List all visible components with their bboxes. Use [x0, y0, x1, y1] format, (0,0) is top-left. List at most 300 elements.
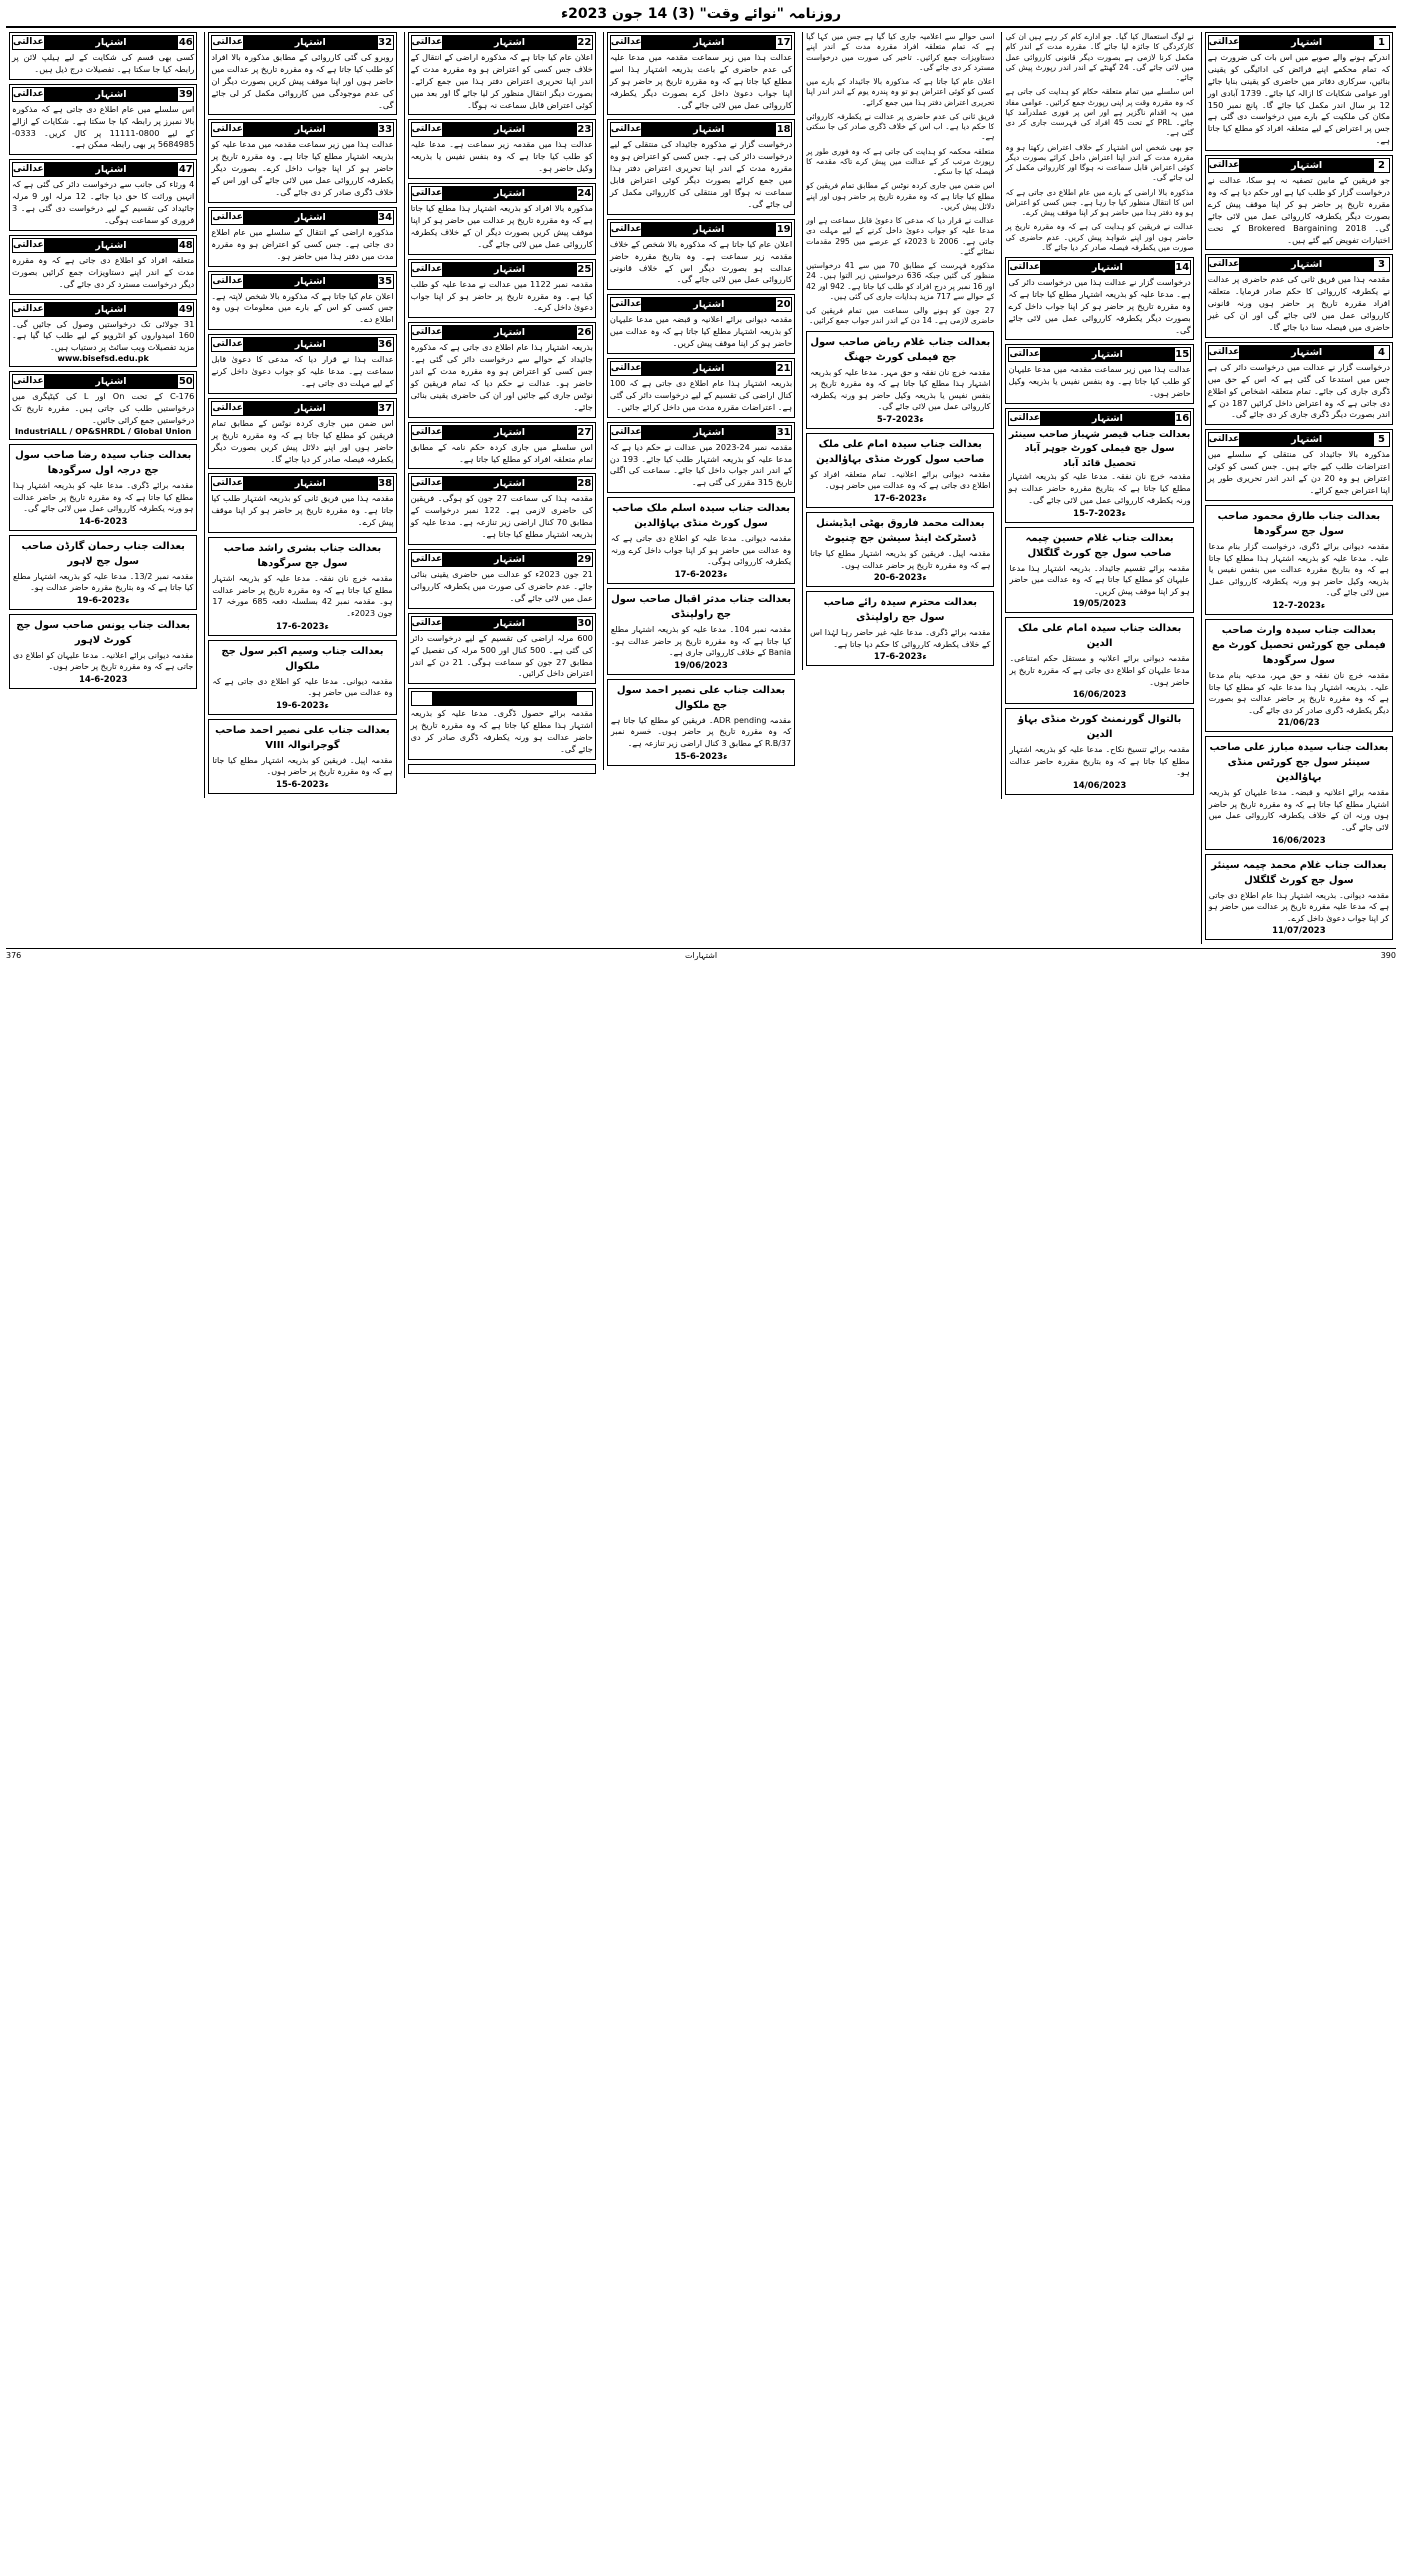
notice-bar [610, 122, 792, 137]
notice-body: مذکورہ بالا افراد کو بذریعہ اشتہار ہذا مطلع کیا جاتا ہے کہ وہ مقررہ تاریخ پر عدالت میں حاضر ہو کر اپنا موقف پیش کریں بصورت دیگر ان کے خلاف یکطرفہ کارروائی عمل میں لائی جائے گی۔ [410, 203, 593, 249]
court-heading: بعدالت جناب غلام محمد چیمہ سینئر سول جج کورٹ گلگلال [1211, 859, 1387, 886]
notice-block [208, 271, 396, 331]
notice-body: مذکورہ فہرست کے مطابق 70 میں سے 41 درخواستیں منظور کی گئیں جبکہ 636 درخواستیں زیر التوا ہیں۔ 24 اور 16 نمبر پر درج افراد کو طلب کیا جاتا ہے۔ 942 اور 42 کے حوالے سے 717 مزید ہدایات جاری کی گئی ہیں۔ [806, 261, 995, 301]
notice-bar [12, 162, 194, 177]
notice-tag: عدالتی [411, 325, 444, 340]
notice-title: اشتہار [693, 299, 725, 311]
column-5 [404, 32, 599, 778]
notice-bar [12, 374, 194, 389]
court-heading: بعدالت جناب رحمان گارڈن صاحب سول جج لاہور [21, 540, 185, 567]
notice-bar [610, 297, 792, 312]
court-body: مقدمہ دیوانی۔ بذریعہ اشتہار ہذا عام اطلاع دی جاتی ہے کہ مدعا علیہ مقررہ تاریخ پر عدالت میں حاضر ہو کر اپنا جواب دعویٰ داخل کرے۔ [1208, 890, 1389, 923]
notice-block [9, 371, 197, 440]
notice-bar [1208, 257, 1390, 272]
notice-block [1005, 143, 1193, 184]
notice-body: فریق ثانی کی عدم حاضری پر عدالت نے یکطرفہ کارروائی کا حکم دیا ہے۔ اب اس کے خلاف ڈگری صادر کی جا سکتی ہے۔ [806, 111, 995, 142]
notice-tag: عدالتی [1208, 35, 1241, 50]
court-heading: بعدالت محترم سیدہ رائے صاحب سول جج راولپنڈی [823, 597, 978, 624]
notice-title: اشتہار [1291, 37, 1323, 48]
notice-tag: عدالتی [211, 35, 244, 50]
court-heading: بعدالت جناب قیصر شہباز صاحب سینئر سول جج فیملی کورٹ جوہر آباد تحصیل قائد آباد [1008, 429, 1191, 469]
notice-body: مقدمہ نمبر 24-2023 میں عدالت نے حکم دیا ہے کہ مدعا علیہ کو بذریعہ اشتہار طلب کیا جائے۔ 193 دن کے اندر اندر جواب داخل کیا جائے۔ سماعت کی اگلی تاریخ 315 مقرر کی گئی ہے۔ [609, 441, 793, 488]
notice-title: اشتہار [95, 37, 127, 48]
court-notice [208, 537, 396, 635]
court-heading: بعدالت محمد فاروق بھٹی ایڈیشنل ڈسٹرکٹ اینڈ سیشن جج چنیوٹ [816, 518, 985, 545]
court-notice [1005, 708, 1193, 795]
notice-title: اشتہار [1091, 413, 1123, 425]
notice-tag: عدالتی [411, 35, 444, 50]
notice-block [1005, 188, 1193, 219]
court-date: 16/06/2023 [1272, 835, 1326, 846]
notice-tag: عدالتی [411, 122, 444, 137]
notice-number: 36 [378, 339, 393, 351]
notice-tag: عدالتی [610, 361, 643, 376]
notice-bar [211, 210, 393, 225]
notice-body: جو بھی شخص اس اشتہار کے خلاف اعتراض رکھتا ہو وہ مقررہ مدت کے اندر اپنا اعتراض داخل کرائے بصورت دیگر کوئی اعتراض قابل سماعت نہ ہوگا اور کارروائی مکمل کر لی جائے گی۔ [1005, 142, 1194, 183]
notice-body: عدالت ہذا میں مقدمہ زیر سماعت ہے۔ مدعا علیہ کو طلب کیا جاتا ہے کہ وہ بنفس نفیس یا بذریعہ وکیل حاضر ہو۔ [410, 139, 593, 174]
notice-bar [1008, 347, 1190, 362]
notice-title [433, 691, 576, 706]
court-notice [607, 497, 795, 584]
notice-tag: عدالتی [211, 210, 244, 225]
notice-title: اشتہار [95, 303, 127, 315]
notice-tag [411, 691, 433, 706]
notice-title: اشتہار [1091, 262, 1123, 273]
court-heading: بعدالت جناب سیدہ امام علی ملک صاحب سول کورٹ منڈی بہاؤالدین [816, 438, 985, 465]
notice-bar [411, 35, 593, 50]
court-date: 17-6-2023ء [873, 652, 927, 663]
notice-body: مقدمہ خرچ نان نفقہ۔ مدعا علیہ کو بذریعہ اشتہار مطلع کیا جاتا ہے کہ بتاریخ مقررہ حاضر عدالت ہو ورنہ یکطرفہ کارروائی عمل میں لائی جائے گی۔ [1008, 470, 1191, 505]
court-date: 20-6-2023ء [873, 573, 927, 584]
notice-block [806, 32, 994, 73]
notice-number: 21 [776, 363, 791, 375]
notice-title: اشتہار [95, 164, 127, 176]
notice-tag: عدالتی [610, 222, 643, 237]
court-body: مقدمہ برائے ڈگری۔ مدعا علیہ غیر حاضر رہا لہٰذا اس کے خلاف یکطرفہ کارروائی کا حکم دیا جاتا ہے۔ [810, 628, 991, 649]
notice-number: 49 [178, 303, 193, 315]
notice-number: 46 [178, 37, 193, 48]
notice-block [1205, 155, 1393, 250]
notice-block [408, 119, 596, 179]
notice-bar [1208, 35, 1390, 50]
notice-tag: عدالتی [12, 302, 45, 317]
court-notice [208, 640, 396, 715]
notice-number: 16 [1175, 413, 1190, 425]
notice-title: اشتہار [1291, 160, 1323, 172]
notice-block [208, 334, 396, 394]
notice-body: مذکورہ بالا اراضی کے بارے میں عام اطلاع دی جاتی ہے کہ اس کا انتقال منظور کیا جا رہا ہے۔ جس کسی کو اعتراض ہو وہ دفتر ہذا میں حاضر ہو کر اپنا موقف پیش کرے۔ [1005, 187, 1194, 217]
court-heading: بعدالت جناب سیدہ مبارز علی صاحب سینئر سول جج کورٹس منڈی بہاؤالدین [1209, 742, 1389, 784]
notice-body: اسی حوالے سے اعلامیہ جاری کیا گیا ہے جس میں کہا گیا ہے کہ تمام متعلقہ افراد مقررہ مدت کے اندر اپنے دستاویزات جمع کرائیں۔ تاخیر کی صورت میں درخواست مسترد کر دی جائے گی۔ [806, 32, 995, 72]
notice-body: جو فریقین کے مابین تصفیہ نہ ہو سکا، عدالت نے درخواست گزار کو طلب کیا ہے اور حکم دیا ہے کہ وہ مقررہ تاریخ پر حاضر ہو کر اپنا موقف پیش کرے بصورت دیگر یکطرفہ کارروائی عمل میں لائی جائے گی۔ Brokered Bargaining 2018 کے تحت اختیارات تفویض کیے گئے ہیں۔ [1207, 175, 1390, 245]
notice-tag: عدالتی [411, 425, 444, 440]
notice-body: C-176 کے تحت On اور L کی کیٹیگری میں درخواستیں طلب کی جاتی ہیں۔ مقررہ تاریخ تک درخواستیں جمع کرائی جائیں۔ [12, 391, 195, 426]
court-heading: بعدالت جناب سیدہ وارث صاحب فیملی جج کورٹس تحصیل کورٹ مع سول سرگودھا [1211, 624, 1386, 666]
notice-body: بذریعہ اشتہار ہذا عام اطلاع دی جاتی ہے کہ مذکورہ جائیداد کے حوالے سے درخواست دائر کی گئی ہے۔ جس کسی کو اعتراض ہو وہ مقررہ مدت کے اندر حاضر ہو۔ عدالت نے حکم دیا کہ تمام فریقین کو نوٹس جاری کیے جائیں اور ان کی حاضری یقینی بنائی جائے۔ [410, 342, 593, 412]
court-body: مقدمہ دیوانی۔ مدعا علیہ کو اطلاع دی جاتی ہے کہ وہ عدالت میں حاضر ہو کر اپنا جواب داخل کرے ورنہ یکطرفہ کارروائی ہوگی۔ [610, 534, 792, 567]
notice-block [607, 358, 795, 418]
masthead-title: روزنامہ "نوائے وقت" (3) 14 جون 2023ء [6, 4, 1396, 28]
notice-block [408, 259, 596, 319]
notice-title: اشتہار [95, 376, 127, 388]
column-3 [802, 32, 997, 670]
notice-title: اشتہار [95, 239, 127, 251]
notice-block [408, 688, 596, 760]
notice-block [1005, 344, 1193, 404]
notice-body: عدالت نے قرار دیا کہ مدعی کا دعویٰ قابل سماعت ہے اور مدعا علیہ کو جواب دعویٰ داخل کرنے کے لیے مہلت دی جاتی ہے۔ 2006 تا 2023ء کے عرصے میں 295 مقدمات نمٹائے گئے۔ [806, 216, 995, 256]
notice-number: 2 [1373, 158, 1390, 173]
column-6 [204, 32, 399, 798]
notice-block [1205, 32, 1393, 151]
notice-tag: عدالتی [211, 274, 244, 289]
notice-bar [211, 476, 393, 491]
notice-body: 31 جولائی تک درخواستیں وصول کی جائیں گی۔ 160 امیدواروں کو انٹرویو کے لیے طلب کیا گیا ہے۔ مزید تفصیلات ویب سائٹ پر دستیاب ہیں۔ [12, 318, 195, 353]
notice-title: اشتہار [493, 327, 526, 339]
notice-body: مقدمہ نمبر 1122 میں عدالت نے مدعا علیہ کو طلب کیا ہے۔ وہ مقررہ تاریخ پر حاضر ہو کر اپنا جواب دعویٰ داخل کرے۔ [410, 278, 593, 313]
court-heading: بعدالت جناب غلام ریاض صاحب سول جج فیملی کورٹ جھنگ [810, 336, 991, 363]
notice-bar [411, 122, 593, 137]
notice-title: اشتہار [1091, 349, 1123, 361]
notice-body: عدالت ہذا میں زیر سماعت مقدمہ میں مدعا علیہ کو بذریعہ اشتہار مطلع کیا جاتا ہے۔ وہ مقررہ تاریخ پر حاضر ہو کر اپنا جواب داخل کرے۔ بصورت دیگر یکطرفہ کارروائی عمل میں لائی جائے گی اور اس کے خلاف ڈگری صادر کر دی جائے گی۔ [211, 139, 394, 198]
notice-body: اس سلسلے میں جاری کردہ حکم نامہ کے مطابق تمام متعلقہ افراد کو مطلع کیا جاتا ہے۔ [410, 441, 593, 464]
court-date: 19/06/2023 [674, 660, 728, 671]
notice-number: 3 [1373, 257, 1390, 272]
notice-body: روبرو کی گئی کارروائی کے مطابق مذکورہ بالا افراد کو طلب کیا جاتا ہے کہ وہ مقررہ تاریخ پر عدالت میں حاضر ہوں اور اپنا موقف پیش کریں بصورت دیگر ان کی عدم موجودگی میں کارروائی مکمل کر لی جائے گی۔ [211, 52, 394, 110]
court-body: مقدمہ دیوانی برائے اعلانیہ۔ تمام متعلقہ افراد کو اطلاع دی جاتی ہے کہ وہ عدالت میں حاضر ہوں۔ [810, 469, 991, 491]
notice-body: اعلان عام کیا جاتا ہے کہ مذکورہ بالا جائیداد کے بارے میں کسی کو کوئی اعتراض ہو تو وہ پندرہ یوم کے اندر اندر اپنا تحریری اعتراض دفتر ہذا میں جمع کرائے۔ [806, 77, 995, 107]
notice-body: مقدمہ برائے حصول ڈگری۔ مدعا علیہ کو بذریعہ اشتہار ہذا مطلع کیا جاتا ہے کہ وہ مقررہ تاریخ پر حاضر عدالت ہو ورنہ یکطرفہ ڈگری صادر کر دی جائے گی۔ [410, 708, 593, 754]
notice-title: اشتہار [693, 426, 725, 438]
notice-body: اس ضمن میں جاری کردہ نوٹس کے مطابق تمام فریقین کو مطلع کیا جاتا ہے کہ وہ مقررہ تاریخ پر حاضر ہوں اور اپنے دلائل پیش کریں۔ [806, 181, 995, 211]
notice-block [208, 473, 396, 533]
court-body: مقدمہ دیوانی برائے ڈگری، درخواست گزار بنام مدعا علیہ۔ مدعا علیہ کو بذریعہ اشتہار ہذا مطلع کیا جاتا ہے کہ وہ بتاریخ مقررہ عدالت میں بنفس نفیس یا بذریعہ وکیل حاضر ہو ورنہ یکطرفہ کارروائی عمل میں لائی جائے گی۔ [1208, 541, 1389, 598]
notice-title: اشتہار [294, 478, 326, 490]
notice-number: 27 [577, 426, 592, 438]
notice-bar [211, 274, 393, 289]
notice-bar [411, 616, 593, 631]
notice-number: 5 [1373, 432, 1390, 447]
notice-body: 21 جون 2023ء کو عدالت میں حاضری یقینی بنائی جائے۔ عدم حاضری کی صورت میں یکطرفہ کارروائی عمل میں لائی جائے گی۔ [410, 569, 593, 603]
organization-line: IndustriALL / OP&SHRDL / Global Union [15, 426, 192, 436]
notice-body: درخواست گزار نے عدالت میں درخواست دائر کی ہے جس میں استدعا کی گئی ہے کہ اس کے حق میں ڈگری جاری کی جائے۔ تمام متعلقہ اشخاص کو اطلاع دی جاتی ہے کہ وہ اعتراض داخل کرائیں 187 دن کے اندر بصورت دیگر ڈگری جاری کر دی جائے گی۔ [1207, 361, 1390, 420]
notice-block [408, 183, 596, 255]
court-body: مقدمہ برائے تقسیم جائیداد۔ بذریعہ اشتہار ہذا مدعا علیہان کو مطلع کیا جاتا ہے کہ وہ عدالت میں حاضر ہو کر اپنا موقف پیش کریں۔ [1009, 563, 1190, 596]
court-date: 14-6-2023 [78, 675, 128, 686]
notice-number: 39 [178, 88, 193, 100]
court-notice [9, 535, 197, 610]
notice-block [607, 294, 795, 354]
court-date: 17-6-2023ء [674, 570, 728, 581]
website-link[interactable]: www.bisefsd.edu.pk [57, 354, 149, 364]
notice-body: اس سلسلے میں تمام متعلقہ حکام کو ہدایت کی جاتی ہے کہ وہ مقررہ وقت پر اپنی رپورٹ جمع کرائیں۔ عوامی مفاد میں یہ اقدام ناگزیر ہے اور اس پر فوری عملدرآمد کیا جائے۔ PRL کے تحت 45 افراد کی فہرست جاری کر دی گئی ہے۔ [1005, 87, 1194, 138]
notice-number: 47 [178, 164, 193, 176]
court-heading: بعدالت جناب سیدہ امام علی ملک الدین [1017, 623, 1182, 650]
notice-bar [12, 35, 194, 50]
notice-bar [411, 476, 593, 491]
notice-tag: عدالتی [12, 238, 45, 253]
notice-title: اشتہار [493, 478, 526, 490]
notice-block [408, 473, 596, 545]
notice-tag: عدالتی [610, 122, 643, 137]
court-notice [806, 433, 994, 508]
notice-number [576, 691, 593, 706]
court-notice [1205, 619, 1393, 732]
court-notice [806, 331, 994, 429]
court-date: 19-6-2023ء [276, 700, 329, 711]
court-notice [1205, 854, 1393, 941]
notice-block [806, 147, 994, 178]
notice-body: اس ضمن میں جاری کردہ نوٹس کے مطابق تمام فریقین کو مطلع کیا جاتا ہے کہ وہ مقررہ تاریخ پر حاضر ہوں اور اپنے دلائل پیش کریں بصورت دیگر یکطرفہ فیصلہ صادر کر دیا جائے گا۔ [211, 417, 394, 464]
court-heading: بعدالت جناب علی نصیر احمد سول جج ملکوال [616, 684, 786, 711]
notice-bar [211, 122, 393, 137]
notice-tag: عدالتی [12, 35, 45, 50]
court-body: مقدمہ برائے تنسیخ نکاح۔ مدعا علیہ کو بذریعہ اشتہار مطلع کیا جاتا ہے کہ وہ بتاریخ مقررہ حاضر عدالت ہو۔ [1009, 745, 1190, 778]
notice-number: 18 [776, 124, 791, 136]
notice-title: اشتہار [493, 37, 526, 48]
notice-block [806, 306, 994, 327]
notice-number: 24 [577, 188, 592, 200]
notice-number: 28 [577, 478, 592, 490]
footer-left-number: 390 [1380, 951, 1396, 961]
column-4 [603, 32, 798, 770]
notice-bar [1208, 158, 1390, 173]
column-1 [1201, 32, 1396, 944]
court-heading: بعدالت جناب علی نصیر احمد صاحب گوجرانوالہ VIII [215, 724, 390, 751]
notice-number: 19 [776, 223, 791, 235]
notice-title: اشتہار [294, 402, 326, 414]
notice-number: 4 [1373, 345, 1390, 360]
notice-block [9, 235, 197, 295]
notice-block [607, 32, 795, 115]
court-notice [208, 719, 396, 794]
notice-number: 35 [378, 275, 393, 287]
notice-body: مذکورہ بالا جائیداد کی منتقلی کے سلسلے میں اعتراضات طلب کیے جاتے ہیں۔ جس کسی کو کوئی اعتراض ہو وہ 20 دن کے اندر اندر تحریری طور پر اپنا اعتراض جمع کرائے۔ [1207, 449, 1390, 496]
notice-tag: عدالتی [211, 401, 244, 416]
notice-block [9, 159, 197, 231]
notice-title: اشتہار [693, 124, 725, 136]
notice-tag: عدالتی [1208, 158, 1241, 173]
column-7 [6, 32, 200, 693]
court-body: مقدمہ خرچ نان نفقہ و حق مہر۔ مدعا علیہ کو بذریعہ اشتہار ہذا مطلع کیا جاتا ہے کہ وہ مقررہ تاریخ پر بنفس نفیس یا بذریعہ وکیل حاضر ہو ورنہ یکطرفہ کارروائی عمل میں لائی جائے گی۔ [810, 367, 991, 412]
court-date: 15-7-2023ء [1073, 508, 1126, 519]
notice-block [9, 299, 197, 368]
court-date: 17-6-2023ء [873, 494, 927, 505]
notice-body: مقدمہ ہذا میں فریق ثانی کی عدم حاضری پر عدالت نے یکطرفہ کارروائی کا حکم صادر فرمایا۔ متعلقہ افراد مقررہ تاریخ پر حاضر ہوں ورنہ قانونی کارروائی عمل میں لائی جائے گی اور ان کی غیر حاضری میں فیصلہ سنا دیا جائے گا۔ [1207, 274, 1390, 333]
notice-bar [1008, 411, 1190, 426]
notice-bar [610, 35, 792, 50]
notice-number: 25 [577, 263, 592, 275]
notice-number: 22 [577, 37, 592, 48]
notice-number: 26 [577, 327, 592, 339]
court-notice [9, 614, 197, 689]
notice-title: اشتہار [693, 363, 725, 375]
notice-body: مقدمہ ہذا میں فریق ثانی کو بذریعہ اشتہار طلب کیا جاتا ہے۔ وہ مقررہ تاریخ پر حاضر ہو کر اپنا موقف پیش کرے۔ [211, 493, 394, 528]
court-notice [1005, 617, 1193, 704]
notice-bar [411, 186, 593, 201]
notice-title: اشتہار [693, 37, 725, 48]
notice-body: مقدمہ دیوانی برائے اعلانیہ و قبضہ میں مدعا علیہان کو بذریعہ اشتہار مطلع کیا جاتا ہے کہ وہ عدالت میں حاضر ہو کر اپنا موقف پیش کریں۔ [609, 314, 793, 349]
notice-block [1205, 254, 1393, 337]
notice-body: کسی بھی قسم کی شکایت کے لیے ہیلپ لائن پر رابطہ کیا جا سکتا ہے۔ تفصیلات درج ذیل ہیں۔ [12, 52, 195, 74]
notice-number: 14 [1175, 262, 1190, 273]
notice-bar [411, 691, 593, 706]
notice-tag: عدالتی [1008, 411, 1041, 426]
notice-number: 23 [577, 124, 592, 136]
court-date: 5-7-2023ء [876, 414, 924, 425]
notice-block [9, 84, 197, 156]
notice-number: 48 [178, 239, 193, 251]
notice-tag: عدالتی [1008, 347, 1041, 362]
court-heading: بعدالت جناب مدثر اقبال صاحب سول جج راولپنڈی [611, 594, 791, 621]
notice-tag: عدالتی [610, 297, 643, 312]
court-body: مقدمہ ADR pending۔ فریقین کو مطلع کیا جاتا ہے کہ وہ مقررہ تاریخ پر حاضر ہوں۔ خسرہ نمبر 37/R.B کے مطابق 3 کنال اراضی زیر تنازعہ ہے۔ [610, 715, 792, 749]
notice-tag: عدالتی [1208, 345, 1241, 360]
notice-block [607, 422, 795, 494]
notice-body: درخواست گزار نے عدالت ہذا میں درخواست دائر کی ہے۔ مدعا علیہ کو بذریعہ اشتہار مطلع کیا جاتا ہے کہ وہ مقررہ تاریخ پر حاضر ہو کر اپنا جواب داخل کرے بصورت دیگر یکطرفہ کارروائی عمل میں لائی جائے گی۔ [1008, 277, 1191, 335]
notice-number: 32 [378, 37, 393, 48]
court-date: 11/07/2023 [1272, 926, 1326, 937]
court-notice [1205, 505, 1393, 615]
notice-tag: عدالتی [12, 87, 45, 102]
notice-bar [411, 425, 593, 440]
notice-block [607, 119, 795, 214]
notice-body: درخواست گزار نے مذکورہ جائیداد کی منتقلی کے لیے درخواست دائر کی ہے۔ جس کسی کو اعتراض ہو وہ مقررہ مدت کے اندر اپنا تحریری اعتراض دفتر ہذا میں جمع کرائے بصورت دیگر کوئی اعتراض قابل سماعت نہ ہوگا اور منتقلی کی کارروائی مکمل کر لی جائے گی۔ [609, 139, 793, 209]
notice-title: اشتہار [294, 124, 326, 136]
notice-bar [1208, 345, 1390, 360]
notice-block [408, 422, 596, 470]
notice-tag: عدالتی [12, 374, 45, 389]
court-heading: بعدالت جناب سیدہ اسلم ملک صاحب سول کورٹ منڈی بہاؤالدین [612, 503, 790, 530]
notice-title: اشتہار [1291, 259, 1323, 271]
court-date: 15-6-2023ء [674, 751, 728, 762]
notice-body: بذریعہ اشتہار ہذا عام اطلاع دی جاتی ہے کہ 100 کنال اراضی کی تقسیم کے لیے درخواست دائر کی گئی ہے۔ اعتراضات مقررہ مدت میں داخل کرائے جائیں۔ [609, 378, 793, 412]
court-date: 21/06/23 [1278, 718, 1320, 729]
notice-title: اشتہار [1291, 346, 1323, 358]
notice-body: 4 ورثاء کی جانب سے درخواست دائر کی گئی ہے کہ انہیں وراثت کا حق دیا جائے۔ 12 مرلہ اور 9 مرلہ جائیداد کی تقسیم کے لیے درخواست دی گئی ہے۔ 3 فروری کو سماعت ہوگی۔ [12, 179, 195, 226]
notice-title: اشتہار [294, 339, 326, 351]
notice-block [806, 181, 994, 212]
notice-bar [1208, 432, 1390, 447]
court-date: 14-6-2023 [78, 516, 128, 527]
court-notice [607, 679, 795, 766]
notice-body: عدالت ہذا میں زیر سماعت مقدمہ میں مدعا علیہ کی عدم حاضری کے باعث بذریعہ اشتہار ہذا اسے مطلع کیا جاتا ہے کہ وہ مقررہ تاریخ پر حاضر ہو کر اپنا جواب دعویٰ داخل کرے بصورت دیگر یکطرفہ کارروائی عمل میں لائی جائے گی۔ [609, 52, 793, 110]
notice-bar [12, 87, 194, 102]
notice-block [9, 32, 197, 80]
notice-title: اشتہار [493, 188, 526, 200]
notice-tag: عدالتی [1008, 260, 1041, 275]
notice-body: اعلان عام کیا جاتا ہے کہ مذکورہ بالا شخص لاپتہ ہے۔ جس کسی کو اس کے بارے میں معلومات ہوں وہ اطلاع دے۔ [211, 290, 394, 325]
notice-bar [1008, 260, 1190, 275]
court-notice [1205, 736, 1393, 849]
court-date: 17-6-2023ء [276, 621, 329, 632]
notice-body: عدالت ہذا نے قرار دیا کہ مدعی کا دعویٰ قابل سماعت ہے۔ مدعا علیہ کو جواب دعویٰ داخل کرنے کے لیے مہلت دی جاتی ہے۔ [211, 354, 394, 389]
court-date: 16/06/2023 [1072, 690, 1127, 701]
column-2 [1001, 32, 1196, 799]
footer-right-number: 376 [6, 951, 22, 961]
court-date: 19/05/2023 [1072, 599, 1127, 610]
court-body: مقدمہ برائے اعلانیہ و قبضہ۔ مدعا علیہان کو بذریعہ اشتہار مطلع کیا جاتا ہے کہ وہ مقررہ تاریخ پر حاضر ہوں ورنہ ان کے خلاف یکطرفہ کارروائی عمل میں لائی جائے گی۔ [1208, 788, 1389, 833]
notice-tag: عدالتی [1208, 257, 1241, 272]
notice-block [1005, 257, 1193, 340]
notice-block [208, 207, 396, 267]
notice-block [208, 32, 396, 115]
notice-bar [411, 262, 593, 277]
notice-title: اشتہار [493, 263, 526, 275]
court-body: مقدمہ اپیل۔ فریقین کو بذریعہ اشتہار مطلع کیا جاتا ہے کہ وہ مقررہ تاریخ پر حاضر عدالت ہوں۔ [810, 549, 991, 570]
notice-tag: عدالتی [211, 122, 244, 137]
court-body: مقدمہ خرچ نان نفقہ و حق مہر، مدعیہ بنام مدعا علیہ۔ بذریعہ اشتہار ہذا مدعا علیہ کو مطلع کیا جاتا ہے کہ وہ مقررہ تاریخ پر حاضر عدالت ہو بصورت دیگر یکطرفہ ڈگری صادر کر دی جائے گی۔ [1208, 670, 1389, 715]
notice-title: اشتہار [493, 426, 526, 438]
notice-block [1005, 222, 1193, 253]
court-notice [607, 588, 795, 675]
notice-block [1205, 429, 1393, 501]
court-date: 19-6-2023ء [76, 595, 130, 606]
notice-tag: عدالتی [12, 162, 45, 177]
notice-number: 31 [776, 426, 791, 438]
court-heading: بعدالت جناب یونس صاحب سول جج کورٹ لاہور [16, 619, 191, 646]
notice-tag: عدالتی [211, 337, 244, 352]
notice-tag: عدالتی [411, 186, 444, 201]
notice-title: اشتہار [294, 211, 326, 223]
notice-body: اعلان عام کیا جاتا ہے کہ مذکورہ بالا شخص کے خلاف مقدمہ زیر سماعت ہے۔ وہ بتاریخ مقررہ حاضر عدالت ہو بصورت دیگر اس کے خلاف قانونی کارروائی عمل میں لائی جائے گی۔ [609, 238, 793, 285]
notice-block [1005, 87, 1193, 138]
notice-tag: عدالتی [411, 616, 444, 631]
page-footer [6, 948, 1396, 960]
notice-bar [411, 552, 593, 567]
court-heading: بعدالت جناب غلام حسین چیمہ صاحب سول جج کورٹ گلگلال [1025, 532, 1174, 559]
notice-block [408, 32, 596, 115]
notice-body: اس سلسلے میں عام اطلاع دی جاتی ہے کہ مذکورہ بالا نمبرز پر رابطہ کیا جا سکتا ہے۔ شکایات کے ازالے کے لیے 0800-11111 پر کال کریں۔ 0333-5684985 پر بھی رابطہ ممکن ہے۔ [12, 103, 195, 150]
notice-number: 38 [378, 478, 393, 490]
notice-title: اشتہار [95, 88, 127, 100]
notice-title: اشتہار [493, 124, 526, 136]
court-heading: بعدالت جناب بشری راشد صاحب سول جج سرگودھا [223, 543, 382, 570]
notice-title: اشتہار [294, 275, 326, 287]
notice-block [806, 261, 994, 302]
court-body: مقدمہ نمبر 104۔ مدعا علیہ کو بذریعہ اشتہار مطلع کیا جاتا ہے کہ وہ مقررہ تاریخ پر حاضر عدالت ہو۔ Bania کے خلاف کارروائی جاری ہے۔ [610, 625, 792, 658]
notice-body: مقدمہ ہذا کی سماعت 27 جون کو ہوگی۔ فریقین کی حاضری لازمی ہے۔ 122 نمبر درخواست کے مطابق 70 کنال اراضی زیر تنازعہ ہے۔ مدعا علیہ کو بذریعہ اشتہار مطلع کیا جاتا ہے۔ [410, 493, 593, 540]
court-body: مقدمہ برائے ڈگری۔ مدعا علیہ کو بذریعہ اشتہار ہذا مطلع کیا جاتا ہے کہ وہ مقررہ تاریخ پر حاضر عدالت ہو ورنہ یکطرفہ کارروائی عمل میں لائی جائے گی۔ [13, 480, 194, 514]
court-body: مقدمہ نمبر 13/2۔ مدعا علیہ کو بذریعہ اشتہار مطلع کیا جاتا ہے کہ وہ بتاریخ مقررہ حاضر عدالت ہو۔ [13, 571, 194, 593]
notice-body: اعلان عام کیا جاتا ہے کہ مذکورہ اراضی کے انتقال کے خلاف جس کسی کو اعتراض ہو وہ مقررہ مدت کے اندر اپنا تحریری اعتراض دفتر ہذا میں جمع کرائے۔ بصورت دیگر انتقال منظور کر لیا جائے گا اور بعد میں کوئی اعتراض قابل سماعت نہ ہوگا۔ [410, 52, 593, 110]
court-notice [1005, 527, 1193, 614]
court-heading: بعدالت جناب سیدہ رضا صاحب سول جج درجہ اول سرگودھا [15, 449, 192, 476]
notice-bar [610, 425, 792, 440]
court-notice [9, 444, 197, 531]
court-body: مقدمہ دیوانی برائے اعلانیہ و مستقل حکم امتناعی۔ مدعا علیہان کو اطلاع دی جاتی ہے کہ مقررہ تاریخ پر حاضر ہوں۔ [1009, 654, 1190, 687]
notice-bar [211, 337, 393, 352]
notice-body: عدالت ہذا میں زیر سماعت مقدمہ میں مدعا علیہان کو طلب کیا جاتا ہے۔ وہ بنفس نفیس یا بذریعہ وکیل حاضر ہوں۔ [1008, 364, 1191, 399]
notice-tag: عدالتی [211, 476, 244, 491]
court-notice [408, 764, 596, 774]
notice-bar [411, 325, 593, 340]
notice-block [607, 219, 795, 291]
court-body: مقدمہ خرچ نان نفقہ۔ مدعا علیہ کو بذریعہ اشتہار مطلع کیا جاتا ہے کہ وہ مقررہ تاریخ پر حاضر عدالت ہو۔ مقدمہ نمبر 42 بسلسلہ دفعہ 685 مورخہ 17 جون 2023ء۔ [212, 574, 393, 618]
court-heading: بالتوال گورنمنٹ کورٹ منڈی بہاؤ الدین [1017, 714, 1182, 741]
notice-title: اشتہار [294, 37, 326, 48]
notice-tag: عدالتی [411, 476, 444, 491]
notice-block [1005, 32, 1193, 83]
notice-block [208, 398, 396, 470]
notice-body: 600 مرلہ اراضی کی تقسیم کے لیے درخواست دائر کی گئی ہے۔ 500 کنال اور 500 مرلہ کی تفصیل کے مطابق 27 جون کو سماعت ہوگی۔ 21 دن کے اندر اعتراض داخل کرائیں۔ [410, 632, 593, 679]
court-body: مقدمہ دیوانی برائے اعلانیہ۔ مدعا علیہان کو اطلاع دی جاتی ہے کہ وہ مقررہ تاریخ پر حاضر ہوں۔ [13, 650, 194, 672]
court-date: 12-7-2023ء [1272, 600, 1326, 611]
footer-label: اشتہارات [684, 951, 718, 961]
notice-block [408, 322, 596, 417]
notice-number: 1 [1373, 35, 1390, 50]
court-heading: بعدالت جناب طارق محمود صاحب سول جج سرگودھا [1217, 510, 1381, 537]
notice-title: اشتہار [693, 223, 725, 235]
